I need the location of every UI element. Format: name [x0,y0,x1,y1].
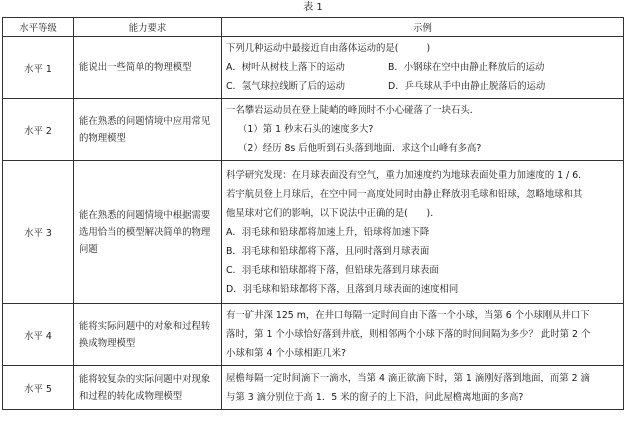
example-line: 一名攀岩运动员在登上陡峭的峰顶时不小心碰落了一块石头． [226,105,480,116]
example-line: （1）第 1 秒末石头的速度多大? [238,124,374,135]
example-line: 有一矿井深 125 m，在井口每隔一定时间自由下落一个小球，当第 6 个小球刚从井口下 [226,310,590,321]
option-c: C．氢气球拉线断了后的运动 [226,81,346,92]
question-text: 下列几种运动中最接近自由落体运动的是( ) [226,43,431,54]
example-line: 小球和第 4 个小球相距几米? [226,348,347,359]
table-row-level-4 [3,304,624,366]
level-cell: 水平 1 [3,37,74,99]
ability-cell: 能在熟悉的问题情境中根据需要选用恰当的模型解决简单的物理问题 [74,161,222,304]
example-cell [222,37,624,99]
table-header-row [3,18,624,37]
ability-cell: 能将实际问题中的对象和过程转换成物理模型 [74,304,222,366]
level-cell: 水平 5 [3,366,74,410]
example-line: （2）经历 8s 后他听到石头落到地面．求这个山峰有多高? [238,143,482,154]
example-line: 若宇航员登上月球后，在空中同一高度处同时由静止释放羽毛球和铅球，忽略地球和其 [226,188,583,200]
option-a: A．羽毛球和铅球都将加速上升，铅球将加速下降 [226,226,430,238]
example-line: 落时，第 1 个小球恰好落到井底，则相邻两个小球下落的时间间隔为多少？ 此时第 2 个 [226,329,591,340]
example-line: 他星球对它们的影响，以下说法中正确的是( )． [226,207,440,219]
option-c: C．羽毛球和铅球都将下落，但铅球先落到月球表面 [226,264,439,276]
header-ability: 能力要求 [74,18,222,37]
option-d: D．乒乓球从手中由静止脱落后的运动 [388,81,546,92]
table-row-level-2 [3,99,624,161]
example-cell [222,161,624,304]
example-cell [222,304,624,366]
table-row-level-3 [3,161,624,304]
example-line: 屋檐每隔一定时间滴下一滴水，当第 4 滴正欲滴下时，第 1 滴刚好落到地面，而第 2 滴 [226,372,590,384]
level-cell: 水平 2 [3,99,74,161]
level-cell: 水平 4 [3,304,74,366]
header-level: 水平等级 [3,18,74,37]
option-b: B．小钢球在空中由静止释放后的运动 [388,62,545,73]
example-cell [222,99,624,161]
option-d: D．羽毛球和铅球都将下落，且落到月球表面的速度相同 [226,283,459,295]
ability-level-table [2,17,624,410]
table-caption: 表 1 [303,2,323,13]
example-line: 科学研究发现：在月球表面没有空气，重力加速度约为地球表面处重力加速度的 1 / 6． [226,169,588,181]
example-line: 与第 3 滴分别位于高 1．5 米的窗子的上下沿，问此屋檐离地面的多高? [226,391,524,403]
options-line [226,58,619,77]
options-line [226,77,619,96]
option-b: B．羽毛球和铅球都将下落，且同时落到月球表面 [226,245,430,257]
ability-cell: 能说出一些简单的物理模型 [74,37,222,99]
table-row-level-5 [3,366,624,410]
level-cell: 水平 3 [3,161,74,304]
table-row-level-1 [3,37,624,99]
example-cell [222,366,624,410]
ability-cell: 能将较复杂的实际问题中对现象和过程的转化成物理模型 [74,366,222,410]
option-a: A．树叶从树枝上落下的运动 [226,62,345,73]
ability-cell: 能在熟悉的问题情境中应用常见的物理模型 [74,99,222,161]
header-example: 示例 [222,18,624,37]
